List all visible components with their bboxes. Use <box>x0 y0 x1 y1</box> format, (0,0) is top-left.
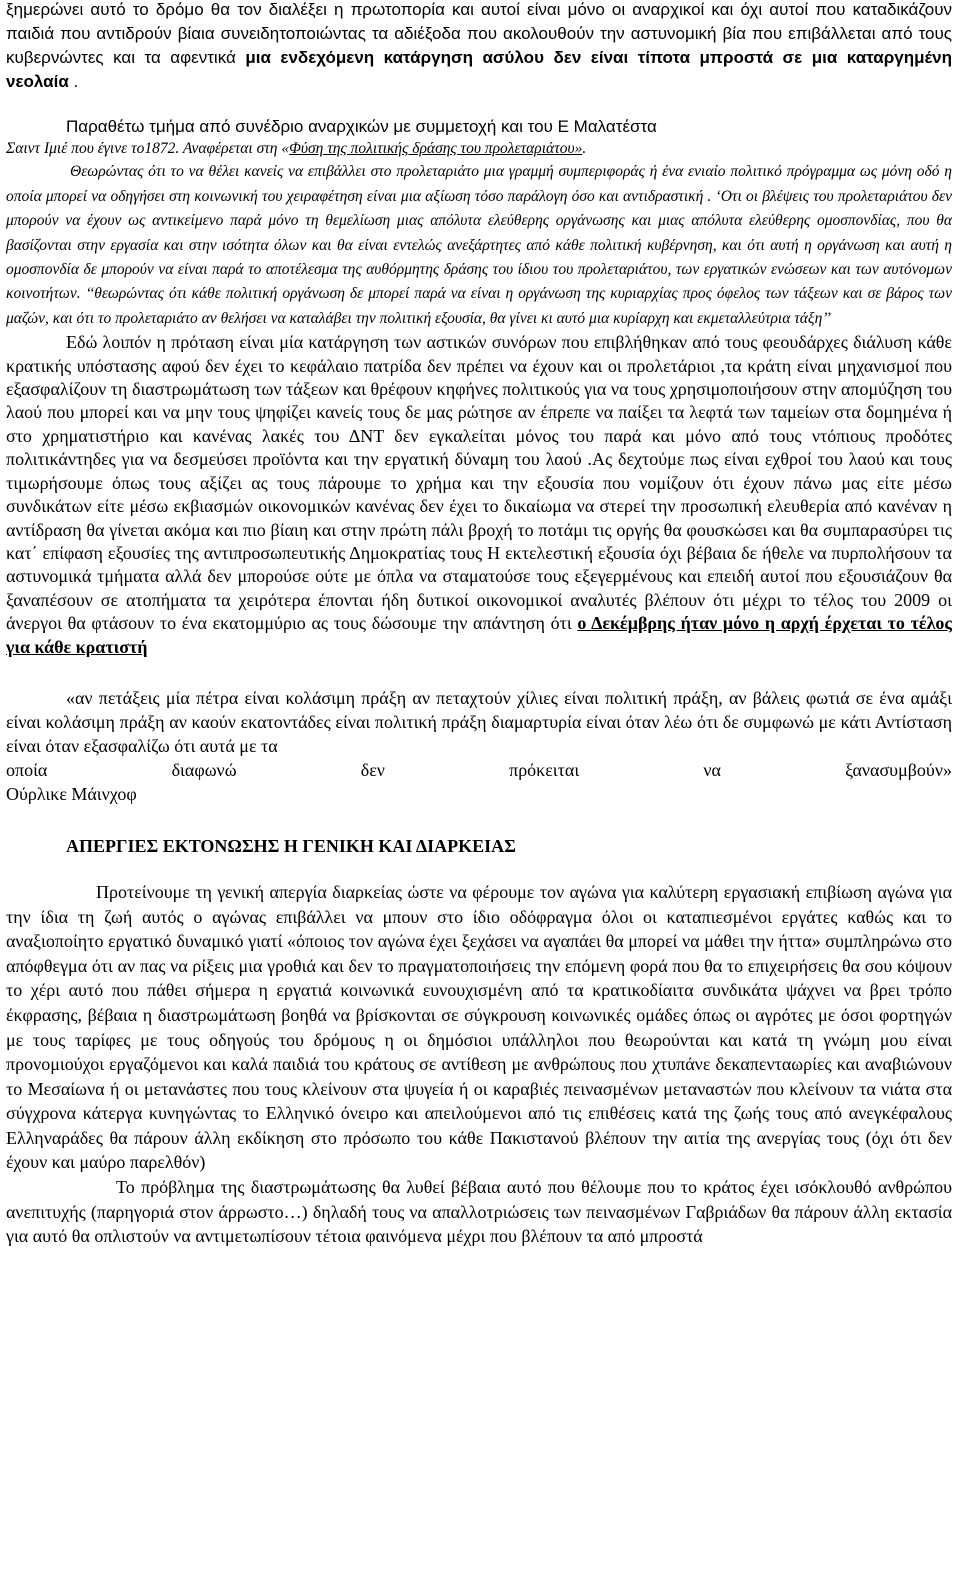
quote-source-end: . <box>582 140 587 157</box>
quote-source-line <box>6 137 952 161</box>
intro-text: ξημερώνει αυτό το δρόμο θα τον διαλέξει η πρωτοπορία και αυτοί είναι μόνο οι αναρχικοί και όχι αυτοί που καταδικάζουν παιδιά που αντιδρούν βίαια συνειδητοποιώντας τα αδιέξοδα που ακολουθούν την αστυνομική βία που επιβάλλεται από τους κυβερνώντες και τα αφεντικά <box>6 0 952 67</box>
document-page <box>6 0 952 1249</box>
quote-source-link[interactable]: Φύση της πολιτικής δράσης του προλεταριάτου» <box>289 140 583 157</box>
final-paragraph: Το πρόβλημα της διαστρωμάτωσης θα λυθεί βέβαια αυτό που θέλουμε που το κράτος έχει ισόκλουθό ανθρώπου ανεπιτυχής (παρηγοριά στον άρρωστο…) δηλαδή τους να απαλλοτριώσεις των πεινασμένων Γαβριάδων θα πάρουν άλλη εκτασία για αυτό θα οπλιστούν να αντιμετωπίσουν τέτοια φαινόμενα μέχρι που βλέπουν τα από μπροστά <box>6 1177 952 1247</box>
quote-intro-line: Παραθέτω τμήμα από συνέδριο αναρχικών με συμμετοχή και του Ε Μαλατέστα <box>66 117 657 136</box>
main-paragraph-text: Εδώ λοιπόν η πρόταση είναι μία κατάργηση των αστικών συνόρων που επιβλήθηκαν από τους φεουδάρχες διάλυση κάθε κρατικής υπόστασης αφού δεν έχει το κεφάλαιο πατρίδα δεν πρέπει να έχουν και οι προλετάριοι ,τα κράτη είναι μηχανισμοί που εξασφαλίζουν τη διαστρωμάτωση των τάξεων και θρέφουν κηφήνες πολιτικούς για να τους χρησιμοποιήσουν στην απομύζηση του λαού που μπορεί και να μην τους ψηφίζει κανείς τους δε μας ρώτησε αν έπρεπε να παίξει τα λεφτά των ταμείων στα δομημένα ή στο χρηματιστήριο και κανένας λακές του ΔΝΤ δεν εγκαλείται μόνος του παρά και μόνο από τους ντόπιους προδότες πολιτικάντηδες για να δεσμεύσει προϊόντα και την εργατική δύναμη του λαού .Ας δεχτούμε πως είναι εχθροί του λαού και τους τιμωρήσουμε όπως τους αξίζει ας τους πάρουμε το χρήμα και την εξουσία που νομίζουν ότι έχουν πάνω μας είτε μέσω συνδικάτων είτε μέσω εκβιασμών οικονομικών κανένας δεν έχει το δικαίωμα να στερεί την προσωπική ελευθερία από κανέναν η αντίδραση θα γίνεται ακόμα και πιο βίαιη και στην πρώτη πάλι βροχή το ποτάμι τις οργής θα φουσκώσει και θα συμπαρασύρει τις κατ΄ επίφαση εξουσίες της αντιπροσωπευτικής Δημοκρατίας τους Η εκτελεστική εξουσία όχι βέβαια δε ήθελε να πυρπολήσουν τα αστυνομικά τμήματα αλλά δεν μπορούσε ούτε με όπλα να σταματούσε τους εξεγερμένους και επειδή αυτοί που εξουσιάζουν θα ξαναπέσουν σε ατοπήματα τα χειρότερα έπονται ήδη δυτικοί οικονομικοί αναλυτές βλέπουν ότι μέχρι το τέλος του 2009 οι άνεργοι θα φτάσουν το ένα εκατομμύριο ας τους δώσουμε την απάντηση ότι <box>6 332 952 634</box>
quote-source-text: Σαιντ Ιμιέ που έγινε το1872. Αναφέρεται στη « <box>6 140 290 157</box>
meinhof-quote-text: «αν πετάξεις μία πέτρα είναι κολάσιμη πράξη αν πεταχτούν χίλιες είναι πολιτική πράξη, αν βάλεις φωτιά σε ένα αμάξι είναι κολάσιμη πράξη αν καούν εκατοντάδες είναι πολιτική πράξη διαμαρτυρία είναι όταν λέω ότι δε συμφωνώ με κάτι Αντίσταση είναι όταν εξασφαλίζω ότι αυτά με τα <box>6 687 952 756</box>
main-paragraph-emphasis: ο Δεκέμβρης ήταν μόνο η αρχή έρχεται το τέλος για κάθε κρατιστή <box>6 613 953 657</box>
strike-paragraph: Προτείνουμε τη γενική απεργία διαρκείας ώστε να φέρουμε τον αγώνα για καλύτερη εργασιακή επιβίωση αγώνα για την ίδια τη ζωή αυτός ο αγώνας επιβάλλει να μπουν στο ίδιο οδόφραγμα όλοι οι καταπιεσμένοι εργάτες καθώς και το αναξιοποίητο εργατικό δυναμικό γιατί «όποιος τον αγώνα έχει ξεχάσει να αγαπάει θα μπορεί να μάθει την ήττα» συμπληρώνω στο απόφθεγμα ότι αν πας να ρίξεις μια γροθιά και δεν το πραγματοποιήσεις την επόμενη φορά που θα το επιχειρήσεις θα σου κόψουν το χέρι αυτό που πάθει σήμερα η εργατιά κοινωνικά ευνουχισμένη από τα κρατικοδίαιτα συνδικάτα ψάχνει να βρει τρόπο έκφρασης, βέβαια η διαστρωμάτωση βοηθά να βρίσκονται σε σύγκρουση κοινωνικές ομάδες όπως οι αγρότες με όσοι φορτηγών με τους ταρίφες με τους οδηγούς του δρόμους η οι δημόσιοι υπάλληλοι που θεωρούνται και κατά τη γνώμη μου είναι προνομιούχοι εργαζόμενοι και καλά παιδιά του κράτους σε αντίθεση με ανθρώπους που χτυπάνε δεκαπενταωρίες και αναβιώνουν το Μεσαίωνα ή οι μετανάστες που τους κλείνουν στα ψυγεία ή οι καραβιές πεινασμένων μεταναστών που κλείνουν τα νιάτα στα σύγχρονα κάτεργα κυνηγώντας το Ελληνικό όνειρο και απειλούμενοι από τις επιθέσεις κατά της ζωής τους από ανεγκέφαλους Ελληναράδες θα πάρουν άλλη εκδίκηση στο πρόσωπο του κάθε Πακιστανού βλέπουν την αιτία της ανεργίας τους (όχι ότι δεν έχουν και μαύρο παρελθόν) <box>6 881 952 1173</box>
section-heading: ΑΠΕΡΓΙΕΣ ΕΚΤΟΝΩΣΗΣ Η ΓΕΝΙΚΗ ΚΑΙ ΔΙΑΡΚΕΙΑΣ <box>66 835 516 856</box>
quote-word: οποία <box>6 759 48 780</box>
quote-word: ξανασυμβούν» <box>845 759 952 780</box>
quote-word: διαφωνώ <box>171 759 237 780</box>
intro-bold-text: μια ενδεχόμενη κατάργηση ασύλου δεν είναι τίποτα μπροστά σε μια καταργημένη νεολαία <box>6 48 952 91</box>
meinhof-quote-last-line <box>6 758 952 782</box>
main-paragraph <box>6 331 952 659</box>
quote-author: Ούρλικε Μάινχοφ <box>6 783 137 804</box>
quote-word: δεν <box>360 759 385 780</box>
intro-paragraph <box>6 0 952 94</box>
quote-text: Θεωρώντας ότι το να θέλει κανείς να επιβάλλει στο προλεταριάτο μια γραμμή συμπεριφοράς ή ένα ενιαίο πολιτικό πρόγραμμα ως μόνη οδό η οποία μπορεί να οδηγήσει στη κοινωνική του χειραφέτηση είναι μια αξίωση τόσο παράλογη όσο και αντιδραστική . ‘Οτι οι βλέψεις του προλεταριάτου δεν μπορούν να έχουν ως αντικείμενο παρά μόνο τη θεμελίωση μιας απόλυτα ελεύθερης οργάνωσης και μιας απόλυτα ελεύθερης ομοσπονδίας, που θα βασίζονται στην εργασία και στην ισότητα όλων και θα είναι εντελώς ανεξάρτητες από κάθε πολιτική κυβέρνηση, και ότι αυτή η οργάνωση και αυτή η ομοσπονδία δε μπορούν να είναι παρά το αποτέλεσμα της αυθόρμητης δράσης του ίδιου του προλεταριάτου, των εργατικών ενώσεων και των αυτόνομων κοινοτήτων. ‘‘θεωρώντας ότι κάθε πολιτική οργάνωση δε μπορεί παρά να είναι η οργάνωση της κυριαρχίας προς όφελος των τάξεων και σε βάρος των μαζών, και ότι το προλεταριάτο αν θελήσει να καταλάβει την πολιτική εξουσία, θα γίνει κι αυτό μια κυρίαρχη και εκμεταλλεύτρια τάξη’’ <box>6 163 952 327</box>
meinhof-quote <box>6 686 952 758</box>
intro-end: . <box>68 72 79 91</box>
quote-word: πρόκειται <box>509 759 580 780</box>
quote-word: να <box>703 759 721 780</box>
